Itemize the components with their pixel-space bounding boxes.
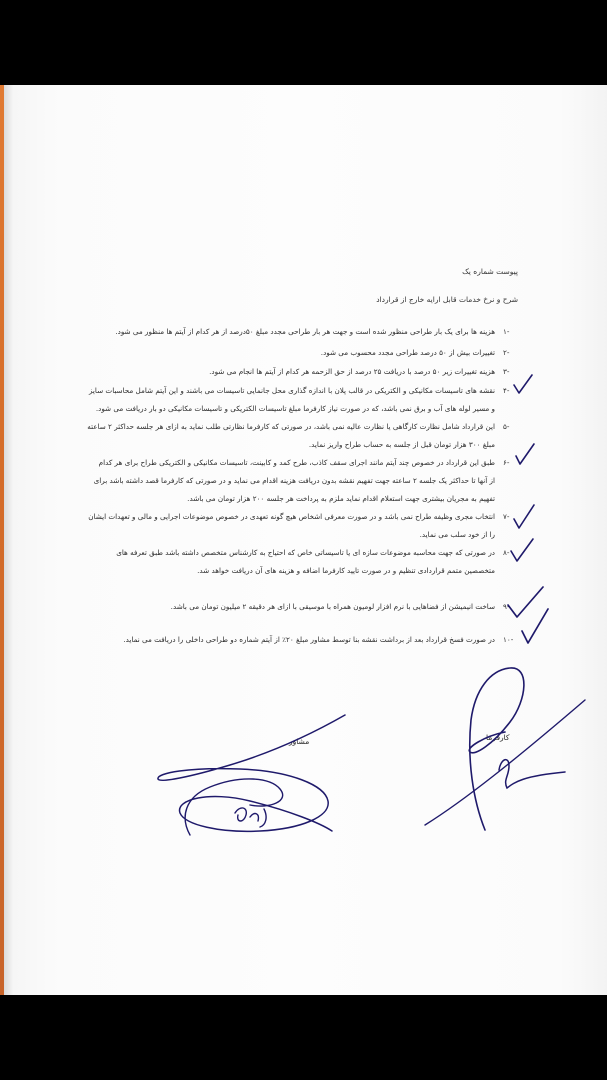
item-number: ۵- (503, 422, 510, 431)
document-title: پیوست شماره یک (462, 267, 518, 276)
item-line: نقشه های تاسیسات مکانیکی و الکتریکی در قالب پلان با اندازه گذاری محل جانمایی تاسیسات می باشند و این آیتم شامل محاسبات سایز (88, 386, 495, 395)
top-black-bar (0, 0, 607, 85)
page-shadow (4, 85, 14, 995)
item-line: را از خود سلب می نماید. (419, 530, 495, 539)
item-number: ۴- (503, 386, 510, 395)
item-line: از آنها تا حداکثر یک جلسه ۲ ساعته جهت تفهیم نقشه بدون دریافت هزینه اقدام می نماید و در صورتی که کارفرما قصد داشته باشد برای (93, 476, 495, 485)
item-number: ۷- (503, 512, 510, 521)
item-line: در صورتی که جهت محاسبه موضوعات سازه ای یا تاسیساتی خاص که احتیاج به کارشناس متخصص داشته باشد طبق تعرفه های (116, 548, 495, 557)
item-number: ۲- (503, 348, 510, 357)
item-number: ۶- (503, 458, 510, 467)
item-number: ۳- (503, 367, 510, 376)
consultant-label: مشاور (289, 737, 310, 746)
item-line: مبلغ ۳۰۰ هزار تومان قبل از جلسه به حساب طراح واریز نماید. (308, 440, 495, 449)
item-line: متخصصین متمم قراردادی تنظیم و در صورت تایید کارفرما اضافه و هزینه های آن دریافت خواهد شد. (197, 566, 495, 575)
check-mark-icon (509, 537, 535, 565)
item-line: هزینه ها برای یک بار طراحی منظور شده است و جهت هر بار طراحی مجدد مبلغ ۵۰درصد از هر کدام از آیتم ها منظور می شود. (115, 327, 495, 336)
item-line: تفهیم به مجریان بیشتری جهت استعلام اقدام نماید ملزم به پرداخت هر جلسه ۲۰۰ هزار تومان می باشد. (187, 494, 495, 503)
item-line: در صورت فسخ قرارداد بعد از برداشت نقشه بنا توسط مشاور مبلغ ۲۰٪ از آیتم شماره دو طراحی داخلی را دریافت می نماید. (123, 635, 495, 644)
client-signature (415, 660, 595, 835)
item-number: ۱۰- (503, 635, 514, 644)
item-line: انتخاب مجری وظیفه طراح نمی باشد و در صورت معرفی اشخاص هیچ گونه تعهدی در خصوص موضوعات اجرایی و مالی و تعهدات ایشان (88, 512, 495, 521)
check-mark-icon (520, 607, 550, 647)
item-number: ۹- (503, 602, 510, 611)
item-line: هزینه تغییرات زیر ۵۰ درصد با دریافت ۲۵ درصد از حق الزحمه هر کدام از آیتم ها انجام می شود. (209, 367, 495, 376)
item-number: ۱- (503, 327, 510, 336)
item-line: طبق این قرارداد در خصوص چند آیتم مانند اجرای سقف کاذب، طرح کمد و کابینت، تاسیسات مکانیکی و الکتریکی طراح برای هر کدام (98, 458, 495, 467)
client-label: کارفرما (486, 733, 510, 742)
item-line: و مسیر لوله های آب و برق نمی باشد، که در صورت نیاز کارفرما مبلغ تاسیسات الکتریکی و تاسیسات مکانیکی دو بار دریافت می شود. (95, 404, 495, 413)
consultant-signature (150, 705, 350, 845)
item-line: این قرارداد شامل نظارت کارگاهی یا نظارت عالیه نمی باشد، در صورتی که کارفرما نظارتی طلب نماید به ازای هر جلسه حداکثر ۲ ساعته (87, 422, 495, 431)
check-mark-icon (512, 373, 534, 397)
item-line: ساخت انیمیشن از فضاهایی با نرم افزار لومیون همراه با موسیقی با ازای هر دقیقه ۲ میلیون تومان می باشد. (170, 602, 495, 611)
item-line: تغییرات بیش از ۵۰ درصد طراحی مجدد محسوب می شود. (320, 348, 495, 357)
document-subtitle: شرح و نرخ خدمات قابل ارایه خارج از قرارداد (376, 295, 518, 304)
bottom-black-bar (0, 995, 607, 1080)
document-page (0, 85, 607, 995)
check-mark-icon (512, 503, 536, 531)
item-number: ۸- (503, 548, 510, 557)
check-mark-icon (514, 442, 536, 468)
